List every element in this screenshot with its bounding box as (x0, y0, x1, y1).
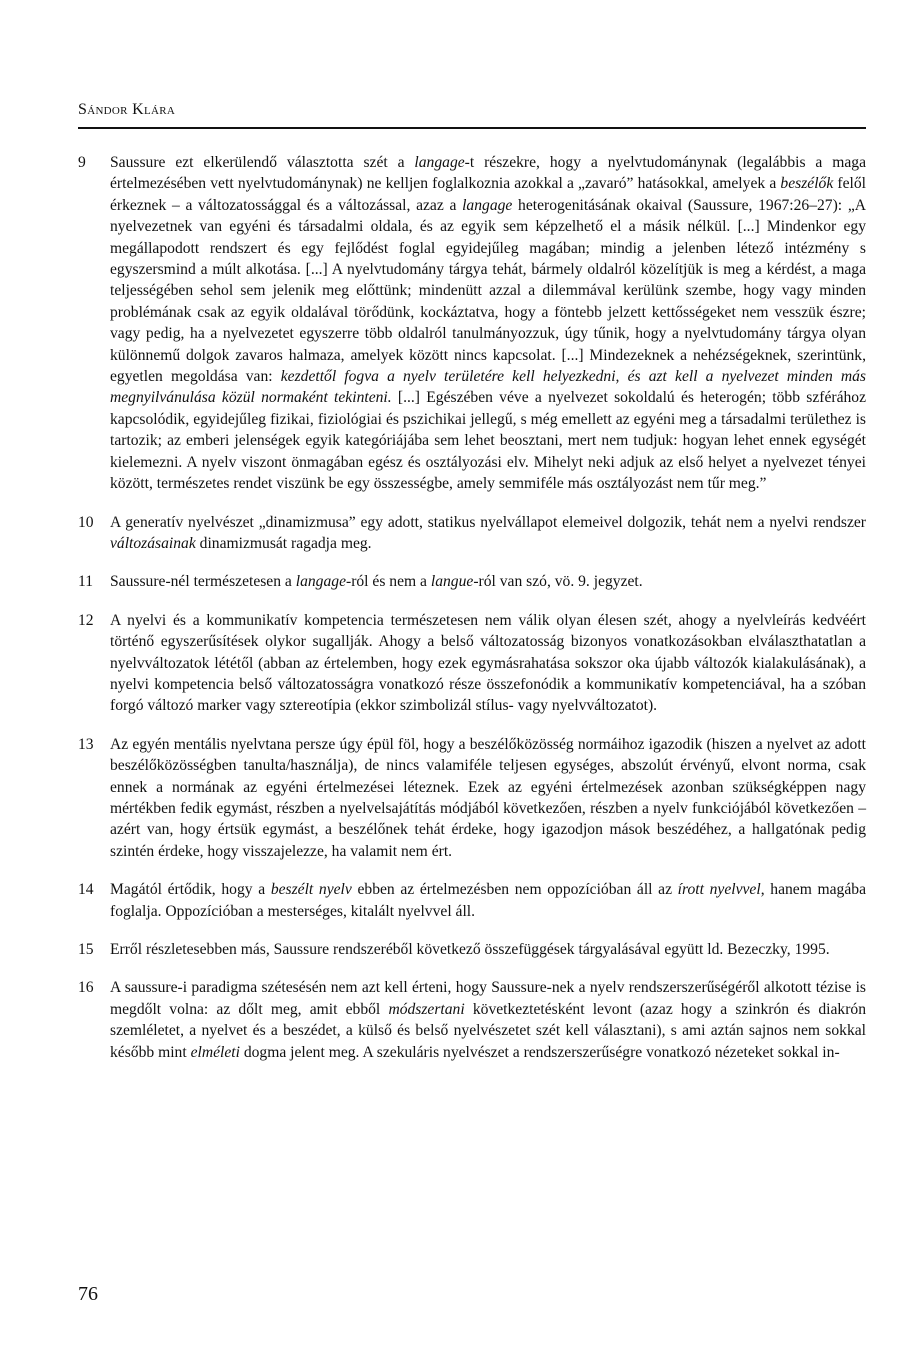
text-segment: következtetésként levont (azaz hogy a szinkrón és diakrón szemléletet, a nyelvet és a beszédet, a külső és belső nyelvészetet szét kell választani), s ami aztán sajnos nem sokkal később mint (110, 1000, 866, 1061)
italic-segment: langue (430, 573, 474, 591)
footnote-text (110, 612, 866, 715)
footnote-10 (78, 512, 866, 555)
footnote-number: 9 (78, 154, 86, 171)
footnote-number: 12 (78, 611, 94, 629)
italic-segment: beszélők (780, 175, 834, 193)
italic-segment: elméleti (190, 1043, 240, 1061)
footnote-number: 16 (78, 979, 94, 997)
text-segment: , hanem magába foglalja. Oppozícióban a mesterséges, kitalált nyelvvel áll. (110, 881, 866, 920)
footnote-text (110, 881, 866, 919)
text-segment: -t részekre, hogy a nyelvtudománynak (legalábbis a maga értelmezésében vett nyelvtudománynak) ne kelljen foglalkoznia azokkal a „zavaró” hatásokkal, amelyek a (110, 154, 867, 193)
footnote-13 (78, 734, 866, 862)
footnote-text (110, 514, 866, 552)
footnote-text (110, 573, 643, 590)
footnote-number: 13 (78, 735, 94, 753)
text-segment: -ról van szó, vö. 9. jegyzet. (473, 573, 643, 591)
text-segment: [...] Egészében véve a nyelvezet sokoldalú és heterogén; több szférához kapcsolódik, egyidejűleg fizikai, fiziológiai és pszichikai jellegű, s még emellett az egyéni meg a társadalmi területhez is tartozik; az emberi jelenségek egyik kategóriájába sem lehet beosztani, mert nem tudjuk: hogyan lehet ennek egységét kielemezni. A nyelv viszont önmagában egész és osztályozási elv. Mihelyt neki adjuk az első helyet a nyelvezet tényei között, természetes rendet viszünk be egy összességbe, amely semmiféle más osztályozást nem tűr meg.” (110, 389, 867, 493)
text-segment: Az egyén mentális nyelvtana persze úgy épül föl, hogy a beszélőközösség normáihoz igazodik (hiszen a nyelvet az adott beszélőközösségben tanulta/használja), de nincs valamiféle teljesen egységes, abszolút érvényű, elvont norma, csak ennek a normának az egyéni értelmezései léteznek. Ezek az egyéni értelmezések azonban szükségképpen nagy mértékben fedik egymást, részben a nyelvelsajátítás módjából következően, részben a nyelv funkciójából következően – azért van, hogy értsük egymást, a beszélőnek tehát érdeke, hogy igazodjon mások beszédéhez, a hallgatónak pedig szintén érdeke, hogy visszajelezze, ha valamit nem ért. (110, 735, 866, 860)
footnote-number: 15 (78, 941, 94, 958)
footnote-number: 10 (78, 513, 94, 531)
text-segment: Saussure ezt elkerülendő választotta szét a (110, 154, 415, 171)
italic-segment: írott nyelvvel (677, 881, 761, 899)
text-segment: -ról és nem a (346, 573, 431, 591)
text-segment: A nyelvi és a kommunikatív kompetencia természetesen nem válik olyan élesen szét, ahogy a nyelvleírás kedvéért történő egyszerűsítések olykor sugallják. Ahogy a belső változatosság bizonyos vonatkozásokban elválaszthatatlan a nyelvváltozatok lététől (abban az értelemben, hogy ezek egymásrahatása sokszor oka újabb változók kialakulásának), a nyelvi kompetencia belső változatosságra vonatkozó része összefonódik a kommunikatív kompetenciával, ha a szóban forgó változó marker vagy sztereotípia (ekkor szimbolizál stílus- vagy nyelvváltozatot). (110, 611, 866, 715)
text-segment: Saussure-nél természetesen a (110, 573, 296, 591)
text-segment: felől érkeznek – a változatossággal és a változással, azaz a (110, 175, 866, 214)
italic-segment: változásainak (110, 534, 196, 552)
footnote-15 (78, 939, 866, 960)
italic-segment: langage (462, 196, 513, 214)
text-segment: A saussure-i paradigma szétesésén nem azt kell érteni, hogy Saussure-nek a nyelv rendszerszerűségéről alkotott tézise is megdőlt volna: az dőlt meg, amit ebből (110, 979, 866, 1018)
page-number: 76 (78, 1283, 98, 1305)
footnote-12 (78, 610, 866, 717)
footnote-text (110, 154, 866, 492)
text-segment: dinamizmusát ragadja meg. (195, 534, 372, 552)
footnote-text (110, 979, 866, 1060)
text-segment: dogma jelent meg. A szekuláris nyelvészet a rendszerszerűségre vonatkozó nézeteket sokkal in- (239, 1043, 840, 1061)
footnote-text (110, 941, 830, 958)
text-segment: Erről részletesebben más, Saussure rendszeréből következő összefüggések tárgyalásával együtt ld. Bezeczky, 1995. (110, 941, 830, 958)
running-head: Sándor Klára (78, 101, 176, 118)
footnote-number: 14 (78, 881, 94, 899)
text-segment: ebben az értelmezésben nem oppozícióban áll az (351, 881, 678, 899)
italic-segment: beszélt nyelv (270, 881, 352, 899)
text-segment: A generatív nyelvészet „dinamizmusa” egy adott, statikus nyelvállapot elemeivel dolgozik, tehát nem a nyelvi rendszer (110, 513, 866, 531)
footnote-number: 11 (78, 573, 94, 591)
italic-segment: kezdettől fogva a nyelv területére kell helyezkedni, és azt kell a nyelvezet minden más megnyilvánulása közül normaként tekinteni. (110, 368, 867, 407)
text-segment: heterogenitásának okaival (Saussure, 1967:26–27): „A nyelvezetnek van egyéni és társadalmi oldala, és az egyik sem képzelhető el a másik nélkül. [...] Mindenkor egy megállapodott rendszert és egy fejlődést foglal egyidejűleg magában; mindig a jelenben létező intézmény s egyszersmind a múlt alkotása. [...] A nyelvtudomány tárgya tehát, bármely oldalról közelítjük is meg a kérdést, a maga teljességében sehol sem jelenik meg előttünk; mindenütt azzal a dilemmával kerülünk szembe, hogy vagy minden problémának csak az egyik oldalával törődünk, kockáztatva, hogy a föntebb jelzett kettősségeket nem vesszük észre; vagy pedig, ha a nyelvezetet egyszerre több oldalról tanulmányozzuk, úgy tűnik, hogy a nyelvtudomány tárgya olyan különnemű dolgok zavaros halmaza, amelyek között nincs kapcsolat. [...] Mindezeknek a nehézségeknek, szerintünk, egyetlen megoldása van: (110, 196, 866, 386)
footnote-14 (78, 879, 866, 922)
footnote-16 (78, 977, 866, 1063)
italic-segment: módszertani (388, 1000, 465, 1018)
footnote-text (110, 736, 866, 860)
italic-segment: langage (295, 573, 346, 591)
footnote-9 (78, 152, 866, 495)
italic-segment: langage (414, 154, 465, 171)
text-segment: Magától értődik, hogy a (110, 881, 271, 899)
header-rule (78, 127, 866, 129)
footnote-11 (78, 571, 866, 592)
footnotes-list (78, 152, 866, 1080)
